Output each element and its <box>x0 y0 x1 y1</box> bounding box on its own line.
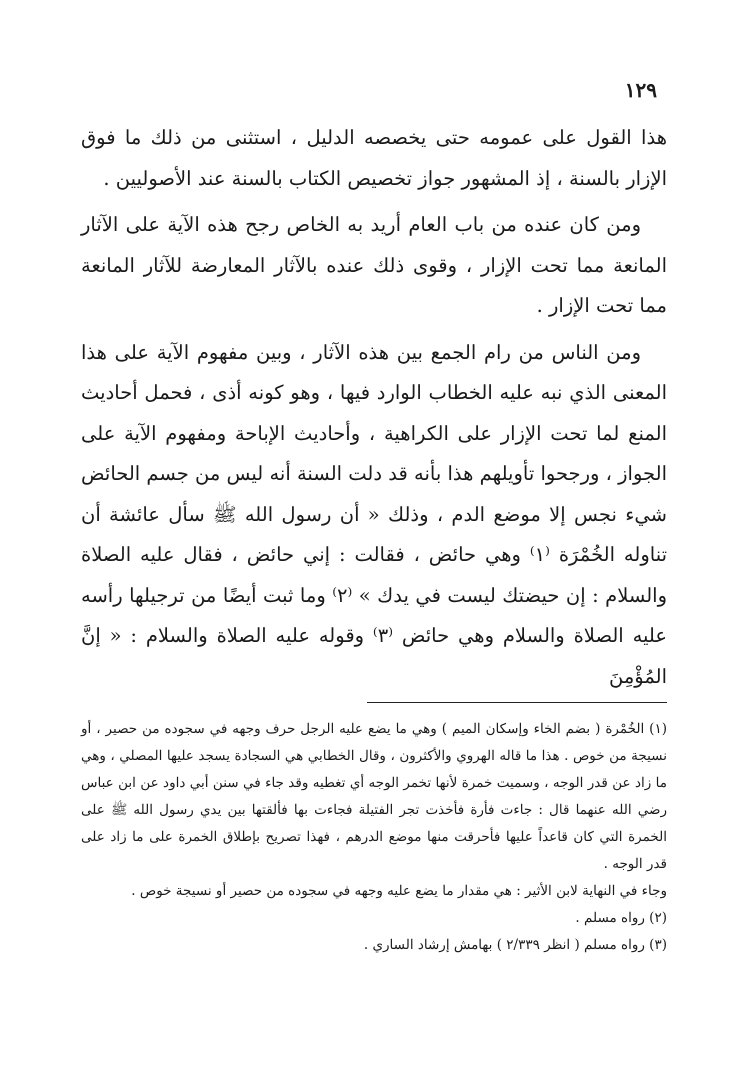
footnote-3: (٣) رواه مسلم ( انظر ٢/٣٣٩ ) بهامش إرشاد الساري . <box>363 937 667 953</box>
page-number: ١٢٩ <box>624 78 657 102</box>
footnote-separator <box>367 702 667 703</box>
paragraph-2: ومن كان عنده من باب العام أريد به الخاص رجح هذه الآية على الآثار المانعة مما تحت الإزار ، وقوى ذلك عنده بالآثار المعارضة للآثار المانعة مما تحت الإزار . <box>81 213 667 317</box>
footnote-1: (١) الخُمْرة ( بضم الخاء وإسكان الميم ) وهي ما يضع عليه الرجل حرف وجهه في سجوده من حصير ، أو نسيجة من خوص . هذا ما قاله الهروي والأكثرون ، وقال الخطابي هي السجادة يسجد عليها المصلي ، وهي ما زاد عن قدر الوجه ، وسميت خمرة لأنها تخمر الوجه أي تغطيه وقد جاء في سنن أبي داود عن ابن عباس رضي الله عنهما قال : جاءت فأرة فأخذت تجر الفتيلة فجاءت بها فألقتها بين يدي رسول الله ﷺ على الخمرة التي كان قاعداً عليها فأحرقت منها موضع الدرهم ، فهذا تصريح بإطلاق الخمرة على ما زاد على قدر الوجه . <box>81 721 667 872</box>
paragraph-1: هذا القول على عمومه حتى يخصصه الدليل ، استثنى من ذلك ما فوق الإزار بالسنة ، إذ المشهور جواز تخصيص الكتاب بالسنة عند الأصوليين . <box>81 126 667 190</box>
main-text <box>81 118 667 703</box>
footnotes <box>81 716 667 959</box>
paragraph-3: ومن الناس من رام الجمع بين هذه الآثار ، وبين مفهوم الآية على هذا المعنى الذي نبه عليه الخطاب الوارد فيها ، وهو كونه أذى ، فحمل أحاديث المنع لما تحت الإزار على الكراهية ، وأحاديث الإباحة ومفهوم الآية على الجواز ، ورجحوا تأويلهم هذا بأنه قد دلت السنة أنه ليس من جسم الحائض شيء نجس إلا موضع الدم ، وذلك « أن رسول الله ﷺ سأل عائشة أن تناوله الخُمْرَة ⁽١⁾ وهي حائض ، فقالت : إني حائض ، فقال عليه الصلاة والسلام : إن حيضتك ليست في يدك » ⁽٢⁾ وما ثبت أيضًا من ترجيلها رأسه عليه الصلاة والسلام وهي حائض ⁽٣⁾ وقوله عليه الصلاة والسلام : « إنَّ المُؤْمِنَ <box>81 340 668 688</box>
footnote-1-continuation: وجاء في النهاية لابن الأثير : هي مقدار ما يضع عليه وجهه في سجوده من حصير أو نسيجة خوص . <box>131 883 667 899</box>
footnote-2: (٢) رواه مسلم . <box>575 910 667 926</box>
